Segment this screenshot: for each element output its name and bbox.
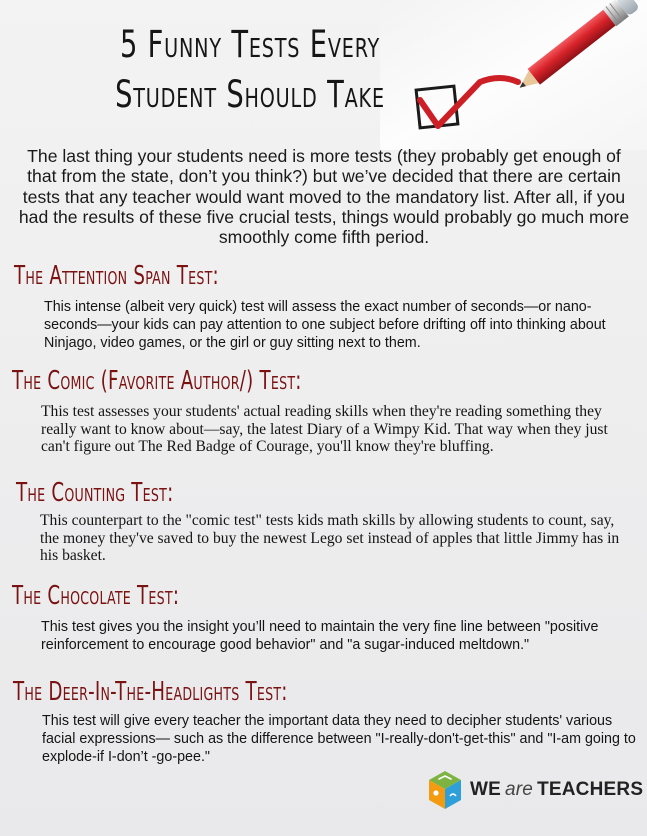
logo-word-are: are xyxy=(505,779,534,800)
section-body-attention-span: This intense (albeit very quick) test will assess the exact number of seconds—or nano-seconds—your kids can pay attention to one subject before drifting off into thinking about Ninjago, video games, or the girl or guy sitting next to them. xyxy=(44,299,606,351)
section-title-attention-span: The Attention Span Test: xyxy=(14,261,219,291)
intro-paragraph: The last thing your students need is more tests (they probably get enough of that from the state, don’t you think?) but we’ve decided that there are certain tests that any teacher would want moved to the mandatory list. After all, if you had the results of these five crucial tests, things would probably go much more smoothly come fifth period. xyxy=(18,146,630,248)
section-body-counting: This counterpart to the "comic test" tests kids math skills by allowing students to count, say, the money they've saved to buy the newest Lego set instead of apples that little Jimmy has in his basket. xyxy=(40,512,620,564)
section-body-deer-in-headlights: This test will give every teacher the important data they need to decipher students' various facial expressions— such as the difference between "I-really-don't-get-this" and "I-am going to explode-if I-don’t -go-pee." xyxy=(42,713,636,765)
section-body-comic: This test assesses your students' actual reading skills when they're reading something they really want to know about—say, the latest Diary of a Wimpy Kid. That way when they just can't figure out The Red Badge of Courage, you'll know they're bluffing. xyxy=(41,403,608,455)
section-body-chocolate: This test gives you the insight you’ll need to maintain the very fine line between "positive reinforcement to encourage good behavior" and "a sugar-induced meltdown." xyxy=(41,619,599,653)
title-line-1: 5 Funny Tests Every xyxy=(119,23,381,66)
section-title-chocolate: The Chocolate Test: xyxy=(12,581,180,611)
logo-word-we: WE xyxy=(470,779,502,800)
page-title xyxy=(94,20,406,120)
section-title-comic: The Comic (Favorite Author/) Test: xyxy=(12,366,302,396)
we-are-teachers-logo xyxy=(425,769,644,811)
logo-word-teachers: TEACHERS xyxy=(537,779,644,800)
logo-wordmark xyxy=(470,779,643,801)
we-are-teachers-logo-icon xyxy=(425,769,465,811)
section-title-counting: The Counting Test: xyxy=(16,478,174,508)
pencil-checkmark-illustration xyxy=(380,0,647,150)
title-line-2: Student Should Take xyxy=(115,73,385,116)
section-title-deer-in-headlights: The Deer-In-The-Headlights Test: xyxy=(13,677,288,707)
